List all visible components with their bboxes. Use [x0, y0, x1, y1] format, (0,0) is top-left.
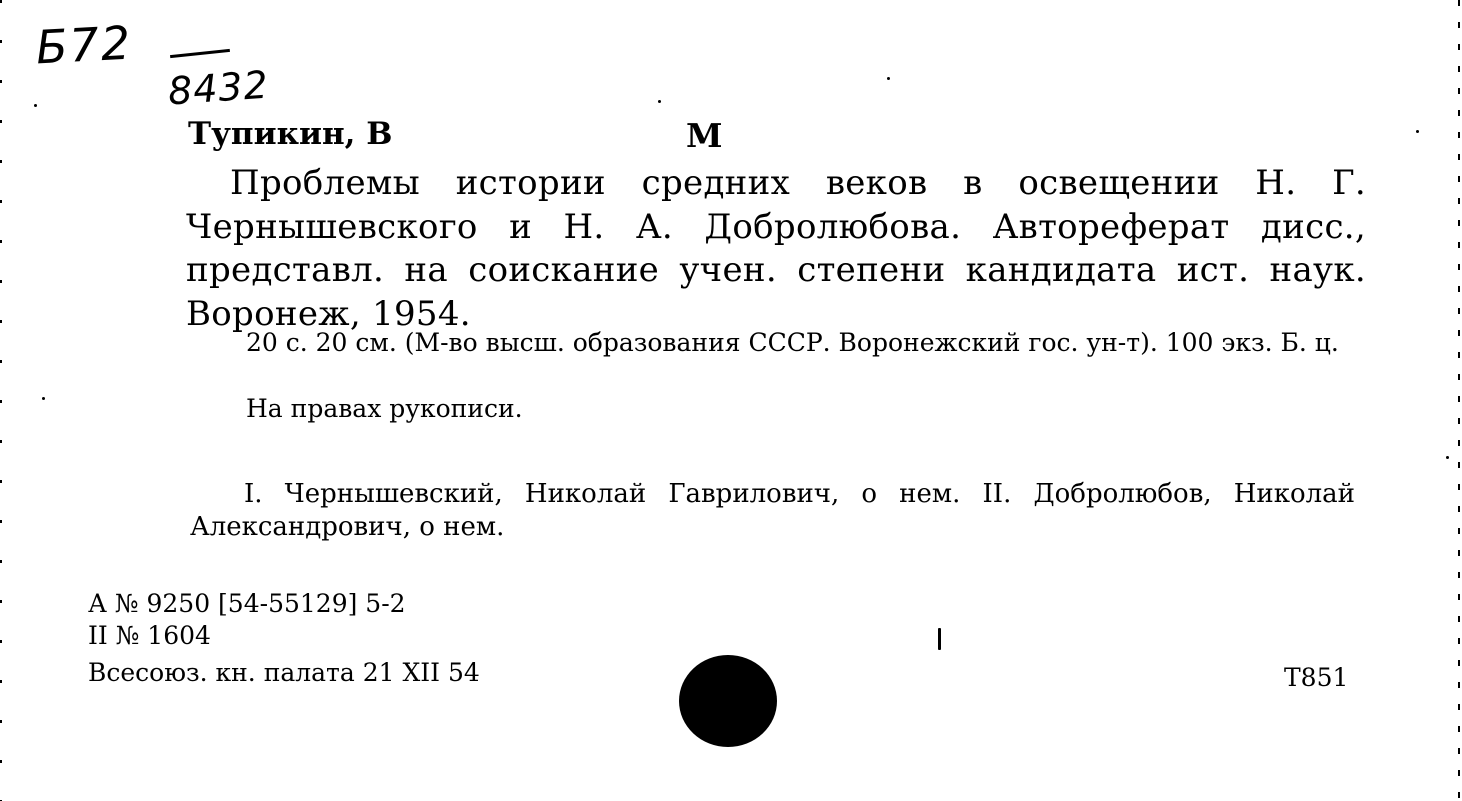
author-name: Тупикин, В: [188, 116, 393, 152]
speck: [658, 100, 661, 103]
registration-line-3: Всесоюз. кн. палата 21 XII 54: [88, 658, 480, 687]
card-right-edge: [1458, 0, 1460, 801]
physical-description: 20 с. 20 см. (М-во высш. образования СССР. Воронежский гос. ун-т). 100 экз. Б. ц.: [246, 328, 1339, 357]
speck: [938, 628, 941, 650]
punch-hole: [679, 655, 777, 747]
speck: [42, 397, 45, 400]
registration-line-2: II № 1604: [88, 621, 211, 650]
speck: [1446, 456, 1449, 459]
handwritten-call-number: Б72: [34, 15, 134, 75]
title-entry: Проблемы истории средних веков в освещении Н. Г. Чернышевского и Н. А. Добролюбова. Автореферат дисс., представл. на соискание учен. степени кандидата ист. наук. Воронеж, 1954.: [186, 163, 1366, 334]
registration-line-1: А № 9250 [54-55129] 5-2: [88, 589, 406, 618]
subject-headings: I. Чернышевский, Николай Гаврилович, о нем. II. Добролюбов, Николай Александрович, о нем.: [190, 479, 1355, 542]
handwritten-number: 8432: [166, 62, 271, 114]
card-left-edge: [0, 0, 2, 801]
rights-note: На правах рукописи.: [246, 394, 523, 423]
speck: [887, 77, 890, 80]
speck: [34, 104, 37, 107]
speck: [1416, 130, 1419, 133]
author-initial: М: [686, 116, 723, 155]
card-code: Т851: [1284, 663, 1349, 692]
handwritten-overline: [170, 49, 230, 58]
